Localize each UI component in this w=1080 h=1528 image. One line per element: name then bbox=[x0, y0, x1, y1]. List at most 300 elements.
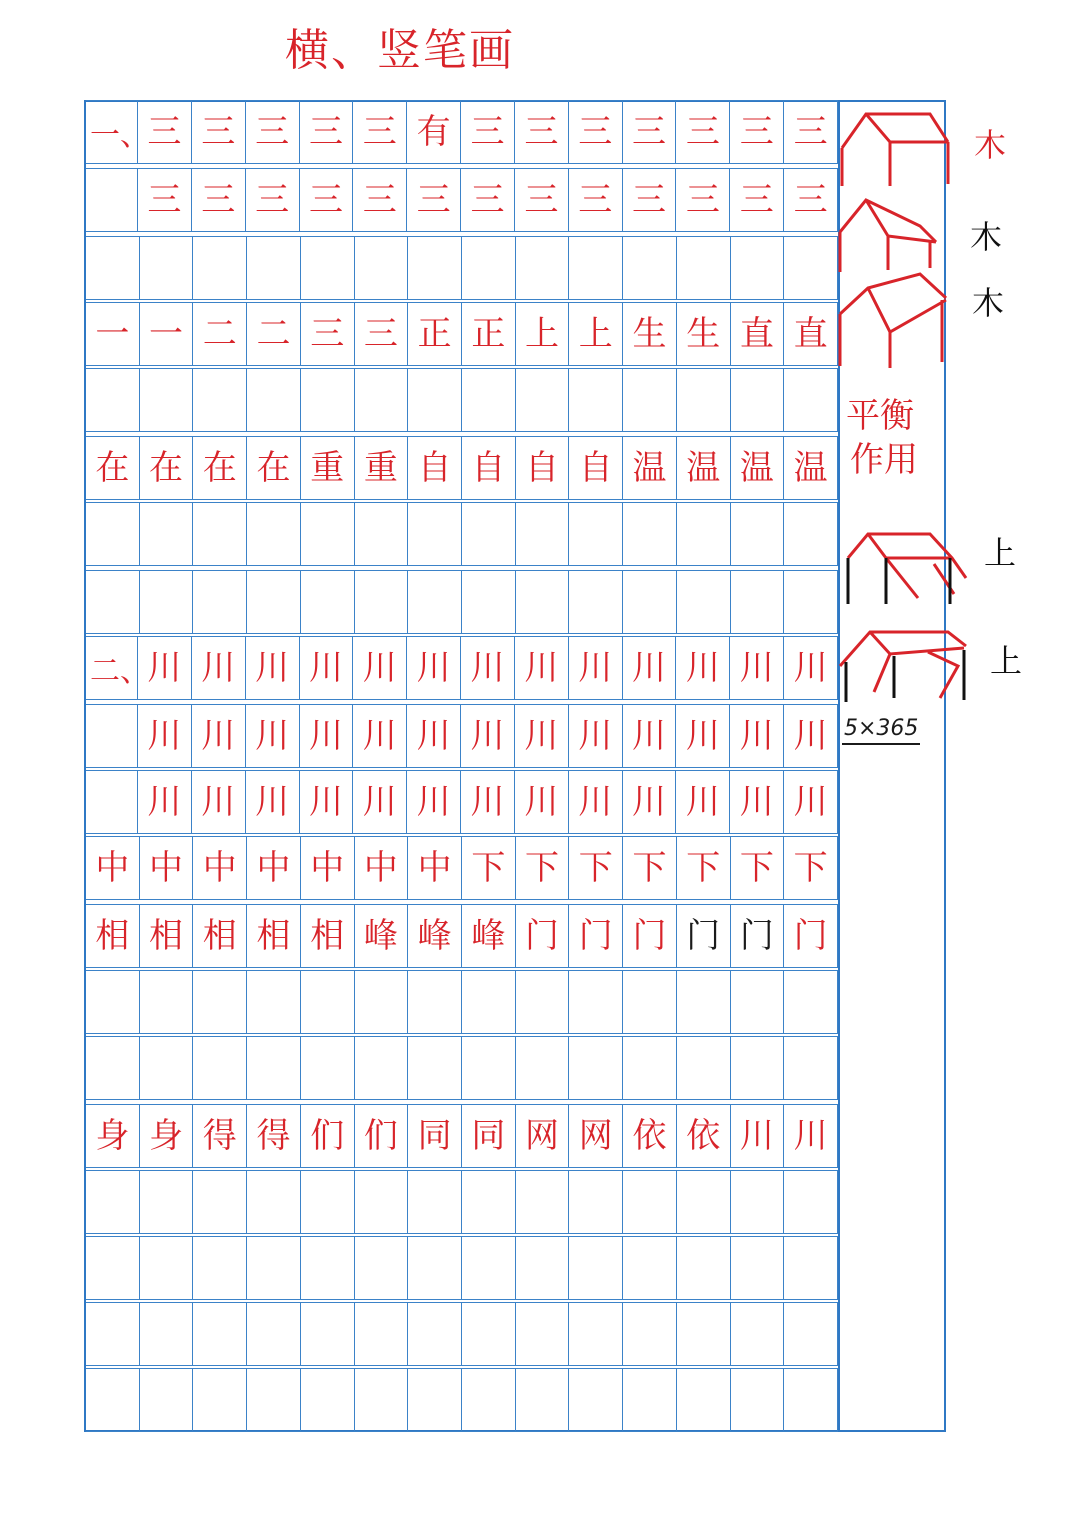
grid-row bbox=[86, 1104, 838, 1168]
grid-cell bbox=[193, 1171, 247, 1233]
grid-cell bbox=[140, 1037, 194, 1099]
grid-cell: 川 bbox=[300, 705, 354, 767]
grid-cell: 川 bbox=[784, 637, 838, 699]
grid-cell: 下 bbox=[731, 837, 785, 899]
grid-cell: 中 bbox=[355, 837, 409, 899]
grid-cell bbox=[623, 1037, 677, 1099]
grid-cell bbox=[623, 971, 677, 1033]
grid-cell bbox=[677, 1369, 731, 1431]
grid-cell bbox=[355, 1237, 409, 1299]
side-char-wood-2: 木 bbox=[970, 218, 1003, 256]
grid-cell: 川 bbox=[192, 705, 246, 767]
grid-cell bbox=[247, 971, 301, 1033]
grid-cell: 三 bbox=[569, 169, 623, 231]
grid-cell: 重 bbox=[355, 437, 409, 499]
grid-cell bbox=[731, 369, 785, 431]
grid-cell: 三 bbox=[676, 101, 730, 163]
grid-cell bbox=[677, 503, 731, 565]
grid-cell: 三 bbox=[246, 101, 300, 163]
grid-cell: 三 bbox=[192, 169, 246, 231]
grid-cell: 一 bbox=[86, 303, 140, 365]
grid-cell bbox=[677, 1237, 731, 1299]
grid-row bbox=[86, 1170, 838, 1234]
grid-cell: 川 bbox=[515, 637, 569, 699]
grid-cell: 三 bbox=[730, 169, 784, 231]
grid-cell: 生 bbox=[623, 303, 677, 365]
grid-cell: 川 bbox=[676, 705, 730, 767]
grid-cell: 三 bbox=[138, 169, 192, 231]
grid-cell bbox=[193, 571, 247, 633]
grid-cell bbox=[623, 1171, 677, 1233]
grid-cell: 中 bbox=[301, 837, 355, 899]
grid-cell bbox=[623, 1237, 677, 1299]
grid-cell: 门 bbox=[516, 905, 570, 967]
grid-cell: 在 bbox=[86, 437, 140, 499]
grid-cell bbox=[355, 1171, 409, 1233]
grid-cell: 自 bbox=[408, 437, 462, 499]
grid-cell bbox=[140, 1237, 194, 1299]
grid-cell bbox=[86, 1369, 140, 1431]
grid-cell bbox=[677, 1171, 731, 1233]
grid-cell bbox=[86, 1303, 140, 1365]
grid-cell bbox=[193, 971, 247, 1033]
grid-cell bbox=[301, 571, 355, 633]
grid-cell bbox=[247, 1303, 301, 1365]
grid-cell bbox=[247, 571, 301, 633]
grid-cell bbox=[408, 1171, 462, 1233]
grid-row bbox=[86, 502, 838, 566]
grid-cell bbox=[301, 1369, 355, 1431]
grid-cell bbox=[677, 369, 731, 431]
side-char-up-1: 上 bbox=[984, 534, 1017, 572]
grid-cell: 上 bbox=[569, 303, 623, 365]
grid-cell: 在 bbox=[247, 437, 301, 499]
grid-cell: 们 bbox=[301, 1105, 355, 1167]
grid-cell bbox=[140, 503, 194, 565]
grid-cell bbox=[193, 237, 247, 299]
grid-cell bbox=[677, 1303, 731, 1365]
section-number: 一、 bbox=[90, 118, 150, 153]
grid-cell: 三 bbox=[355, 303, 409, 365]
grid-cell bbox=[408, 571, 462, 633]
grid-cell bbox=[355, 1037, 409, 1099]
grid-cell bbox=[569, 1037, 623, 1099]
grid-cell bbox=[784, 1237, 838, 1299]
grid-cell: 温 bbox=[731, 437, 785, 499]
grid-cell bbox=[462, 237, 516, 299]
grid-cell: 依 bbox=[677, 1105, 731, 1167]
grid-row bbox=[86, 904, 838, 968]
grid-cell: 川 bbox=[353, 705, 407, 767]
grid-cell bbox=[731, 1237, 785, 1299]
grid-cell: 在 bbox=[193, 437, 247, 499]
grid-cell: 三 bbox=[784, 101, 838, 163]
grid-cell: 三 bbox=[515, 169, 569, 231]
grid-cell bbox=[784, 369, 838, 431]
grid-cell bbox=[731, 1171, 785, 1233]
grid-cell: 川 bbox=[730, 771, 784, 833]
grid-cell: 门 bbox=[623, 905, 677, 967]
grid-cell bbox=[355, 237, 409, 299]
grid-cell bbox=[516, 571, 570, 633]
grid-cell bbox=[86, 571, 140, 633]
roof-sketch-2 bbox=[838, 196, 948, 276]
grid-cell: 川 bbox=[676, 771, 730, 833]
grid-cell: 身 bbox=[86, 1105, 140, 1167]
grid-cell bbox=[569, 369, 623, 431]
grid-cell bbox=[731, 1037, 785, 1099]
grid-cell bbox=[516, 1171, 570, 1233]
grid-cell bbox=[462, 971, 516, 1033]
grid-cell: 川 bbox=[138, 771, 192, 833]
grid-cell: 相 bbox=[140, 905, 194, 967]
grid-cell: 峰 bbox=[408, 905, 462, 967]
grid-row bbox=[86, 1302, 838, 1366]
grid-cell bbox=[731, 1303, 785, 1365]
grid-cell bbox=[516, 1369, 570, 1431]
grid-row bbox=[86, 836, 838, 900]
grid-cell bbox=[462, 571, 516, 633]
grid-cell: 川 bbox=[353, 771, 407, 833]
grid-cell: 下 bbox=[784, 837, 838, 899]
grid-cell bbox=[516, 503, 570, 565]
grid-cell: 川 bbox=[730, 637, 784, 699]
grid-cell: 三 bbox=[623, 101, 677, 163]
grid-cell bbox=[408, 971, 462, 1033]
grid-cell bbox=[140, 971, 194, 1033]
grid-cell: 中 bbox=[140, 837, 194, 899]
roof-sketch-5 bbox=[830, 626, 970, 710]
grid-cell bbox=[569, 971, 623, 1033]
grid-cell: 中 bbox=[408, 837, 462, 899]
grid-cell: 温 bbox=[784, 437, 838, 499]
grid-cell: 网 bbox=[569, 1105, 623, 1167]
grid-cell bbox=[247, 1037, 301, 1099]
grid-cell: 三 bbox=[461, 169, 515, 231]
grid-row bbox=[86, 100, 838, 164]
grid-cell bbox=[247, 1369, 301, 1431]
grid-cell: 得 bbox=[193, 1105, 247, 1167]
grid-cell bbox=[731, 237, 785, 299]
grid-cell: 三 bbox=[138, 101, 192, 163]
grid-cell: 川 bbox=[731, 1105, 785, 1167]
grid-cell: 在 bbox=[140, 437, 194, 499]
grid-cell bbox=[247, 1237, 301, 1299]
grid-cell bbox=[140, 1369, 194, 1431]
grid-cell: 三 bbox=[353, 101, 407, 163]
grid-lead-cell bbox=[86, 771, 138, 833]
grid-cell bbox=[140, 369, 194, 431]
grid-cell bbox=[86, 503, 140, 565]
grid-cell bbox=[569, 237, 623, 299]
grid-cell: 峰 bbox=[462, 905, 516, 967]
grid-cell: 下 bbox=[677, 837, 731, 899]
grid-cell bbox=[784, 1369, 838, 1431]
grid-cell: 三 bbox=[407, 169, 461, 231]
grid-cell: 下 bbox=[462, 837, 516, 899]
side-char-wood-3: 木 bbox=[972, 284, 1005, 322]
grid-cell: 三 bbox=[353, 169, 407, 231]
grid-cell bbox=[516, 1037, 570, 1099]
grid-cell: 川 bbox=[407, 637, 461, 699]
grid-cell: 门 bbox=[784, 905, 838, 967]
grid-cell: 三 bbox=[515, 101, 569, 163]
grid-cell bbox=[569, 571, 623, 633]
grid-cell bbox=[355, 1369, 409, 1431]
grid-cell bbox=[462, 1171, 516, 1233]
grid-cell: 温 bbox=[623, 437, 677, 499]
roof-sketch-1 bbox=[838, 108, 958, 188]
grid-cell bbox=[193, 1369, 247, 1431]
grid-cell bbox=[140, 571, 194, 633]
grid-cell bbox=[623, 503, 677, 565]
grid-cell: 峰 bbox=[355, 905, 409, 967]
grid-cell bbox=[731, 571, 785, 633]
grid-cell bbox=[462, 503, 516, 565]
grid-cell bbox=[623, 1303, 677, 1365]
grid-cell bbox=[569, 1369, 623, 1431]
grid-cell: 相 bbox=[193, 905, 247, 967]
grid-cell: 川 bbox=[461, 771, 515, 833]
side-note-balance-2: 作用 bbox=[850, 440, 918, 480]
grid-cell bbox=[569, 1171, 623, 1233]
side-char-wood-1: 木 bbox=[974, 126, 1007, 164]
grid-cell bbox=[516, 369, 570, 431]
grid-row bbox=[86, 368, 838, 432]
grid-cell: 三 bbox=[730, 101, 784, 163]
grid-cell bbox=[569, 1237, 623, 1299]
grid-cell bbox=[623, 571, 677, 633]
grid-cell: 自 bbox=[569, 437, 623, 499]
side-char-up-2: 上 bbox=[990, 642, 1023, 680]
grid-cell: 川 bbox=[300, 637, 354, 699]
grid-cell bbox=[677, 971, 731, 1033]
grid-cell: 川 bbox=[623, 705, 677, 767]
roof-sketch-4 bbox=[838, 528, 968, 608]
grid-cell bbox=[408, 369, 462, 431]
grid-cell: 温 bbox=[677, 437, 731, 499]
grid-cell bbox=[193, 1237, 247, 1299]
grid-cell bbox=[569, 1303, 623, 1365]
grid-cell bbox=[355, 571, 409, 633]
grid-cell: 川 bbox=[246, 637, 300, 699]
grid-cell: 身 bbox=[140, 1105, 194, 1167]
grid-row bbox=[86, 436, 838, 500]
grid-cell: 三 bbox=[676, 169, 730, 231]
grid-cell: 川 bbox=[461, 637, 515, 699]
grid-cell: 川 bbox=[569, 771, 623, 833]
grid-row bbox=[86, 970, 838, 1034]
grid-cell bbox=[408, 1369, 462, 1431]
grid-cell bbox=[677, 1037, 731, 1099]
grid-cell bbox=[784, 1171, 838, 1233]
grid-cell bbox=[731, 1369, 785, 1431]
grid-cell: 自 bbox=[462, 437, 516, 499]
grid-cell: 川 bbox=[515, 705, 569, 767]
grid-cell bbox=[86, 1037, 140, 1099]
grid-cell: 相 bbox=[86, 905, 140, 967]
grid-cell: 川 bbox=[784, 705, 838, 767]
grid-cell: 川 bbox=[407, 771, 461, 833]
grid-row bbox=[86, 168, 838, 232]
grid-cell bbox=[408, 1303, 462, 1365]
page-title: 横、竖笔画 bbox=[285, 25, 515, 76]
grid-row bbox=[86, 1236, 838, 1300]
grid-cell bbox=[301, 1171, 355, 1233]
grid-cell bbox=[193, 1037, 247, 1099]
grid-cell: 直 bbox=[784, 303, 838, 365]
grid-cell: 直 bbox=[731, 303, 785, 365]
grid-cell bbox=[784, 237, 838, 299]
grid-cell bbox=[355, 369, 409, 431]
grid-cell bbox=[623, 369, 677, 431]
grid-cell: 门 bbox=[731, 905, 785, 967]
grid-cell bbox=[462, 1303, 516, 1365]
grid-cell: 三 bbox=[300, 101, 354, 163]
grid-cell: 上 bbox=[516, 303, 570, 365]
grid-cell bbox=[247, 237, 301, 299]
grid-cell bbox=[355, 971, 409, 1033]
grid-cell bbox=[784, 1037, 838, 1099]
grid-cell: 网 bbox=[516, 1105, 570, 1167]
grid-cell bbox=[623, 237, 677, 299]
grid-cell: 川 bbox=[192, 637, 246, 699]
grid-cell: 川 bbox=[730, 705, 784, 767]
grid-cell bbox=[355, 503, 409, 565]
grid-cell bbox=[247, 1171, 301, 1233]
grid-cell bbox=[247, 503, 301, 565]
grid-cell bbox=[301, 1303, 355, 1365]
grid-cell bbox=[462, 1369, 516, 1431]
grid-cell bbox=[516, 237, 570, 299]
grid-cell: 川 bbox=[569, 637, 623, 699]
grid-cell bbox=[408, 1237, 462, 1299]
grid-cell bbox=[516, 1303, 570, 1365]
grid-cell bbox=[301, 503, 355, 565]
grid-cell: 川 bbox=[461, 705, 515, 767]
grid-cell bbox=[408, 237, 462, 299]
grid-cell: 相 bbox=[301, 905, 355, 967]
grid-cell: 三 bbox=[246, 169, 300, 231]
grid-cell bbox=[677, 571, 731, 633]
grid-cell: 川 bbox=[353, 637, 407, 699]
grid-cell: 自 bbox=[516, 437, 570, 499]
grid-cell: 三 bbox=[301, 303, 355, 365]
grid-cell bbox=[784, 971, 838, 1033]
grid-cell bbox=[140, 1171, 194, 1233]
grid-cell bbox=[301, 237, 355, 299]
section-number: 二、 bbox=[90, 654, 150, 689]
grid-cell: 二 bbox=[247, 303, 301, 365]
grid-row bbox=[86, 302, 838, 366]
grid-cell bbox=[193, 369, 247, 431]
grid-cell bbox=[301, 1037, 355, 1099]
grid-cell: 一 bbox=[140, 303, 194, 365]
grid-cell bbox=[301, 369, 355, 431]
side-calculation: 5×365 bbox=[842, 716, 920, 745]
grid-cell: 川 bbox=[192, 771, 246, 833]
grid-cell: 下 bbox=[516, 837, 570, 899]
grid-cell: 三 bbox=[623, 169, 677, 231]
grid-cell: 下 bbox=[623, 837, 677, 899]
grid-row bbox=[86, 236, 838, 300]
grid-cell: 生 bbox=[677, 303, 731, 365]
grid-cell bbox=[516, 971, 570, 1033]
grid-cell bbox=[86, 971, 140, 1033]
grid-cell: 得 bbox=[247, 1105, 301, 1167]
grid-cell: 川 bbox=[569, 705, 623, 767]
grid-cell: 三 bbox=[300, 169, 354, 231]
grid-cell bbox=[86, 1237, 140, 1299]
grid-cell bbox=[784, 1303, 838, 1365]
grid-cell: 相 bbox=[247, 905, 301, 967]
grid-cell bbox=[140, 1303, 194, 1365]
grid-cell: 中 bbox=[86, 837, 140, 899]
grid-cell: 正 bbox=[408, 303, 462, 365]
grid-cell bbox=[462, 1037, 516, 1099]
grid-cell bbox=[731, 503, 785, 565]
grid-cell bbox=[569, 503, 623, 565]
grid-cell: 川 bbox=[623, 771, 677, 833]
grid-cell: 川 bbox=[246, 705, 300, 767]
grid-cell: 川 bbox=[784, 771, 838, 833]
grid-row bbox=[86, 1036, 838, 1100]
grid-row bbox=[86, 704, 838, 768]
grid-cell: 川 bbox=[138, 705, 192, 767]
grid-cell bbox=[301, 971, 355, 1033]
grid-cell bbox=[86, 237, 140, 299]
grid-cell: 川 bbox=[784, 1105, 838, 1167]
grid-cell bbox=[784, 503, 838, 565]
grid-row bbox=[86, 1368, 838, 1432]
grid-cell: 门 bbox=[569, 905, 623, 967]
grid-cell bbox=[462, 369, 516, 431]
grid-cell bbox=[516, 1237, 570, 1299]
grid-cell bbox=[462, 1237, 516, 1299]
grid-cell: 三 bbox=[569, 101, 623, 163]
grid-cell: 下 bbox=[569, 837, 623, 899]
grid-cell bbox=[86, 1171, 140, 1233]
grid-cell: 三 bbox=[192, 101, 246, 163]
roof-sketch-3 bbox=[838, 270, 950, 370]
grid-cell bbox=[408, 503, 462, 565]
grid-cell: 三 bbox=[461, 101, 515, 163]
grid-cell: 有 bbox=[407, 101, 461, 163]
grid-cell: 川 bbox=[515, 771, 569, 833]
grid-cell: 同 bbox=[462, 1105, 516, 1167]
grid-cell: 门 bbox=[677, 905, 731, 967]
grid-cell: 川 bbox=[246, 771, 300, 833]
grid-lead-cell bbox=[86, 705, 138, 767]
grid-cell: 中 bbox=[247, 837, 301, 899]
grid-cell bbox=[731, 971, 785, 1033]
grid-cell bbox=[784, 571, 838, 633]
grid-cell: 中 bbox=[193, 837, 247, 899]
grid-cell bbox=[355, 1303, 409, 1365]
grid-cell: 同 bbox=[408, 1105, 462, 1167]
grid-cell bbox=[677, 237, 731, 299]
grid-cell bbox=[623, 1369, 677, 1431]
grid-cell: 三 bbox=[784, 169, 838, 231]
grid-cell: 川 bbox=[623, 637, 677, 699]
grid-cell: 们 bbox=[355, 1105, 409, 1167]
grid-cell bbox=[247, 369, 301, 431]
grid-cell: 川 bbox=[138, 637, 192, 699]
grid-cell: 川 bbox=[407, 705, 461, 767]
grid-cell: 重 bbox=[301, 437, 355, 499]
side-note-balance-1: 平衡 bbox=[846, 396, 914, 436]
grid-cell: 正 bbox=[462, 303, 516, 365]
